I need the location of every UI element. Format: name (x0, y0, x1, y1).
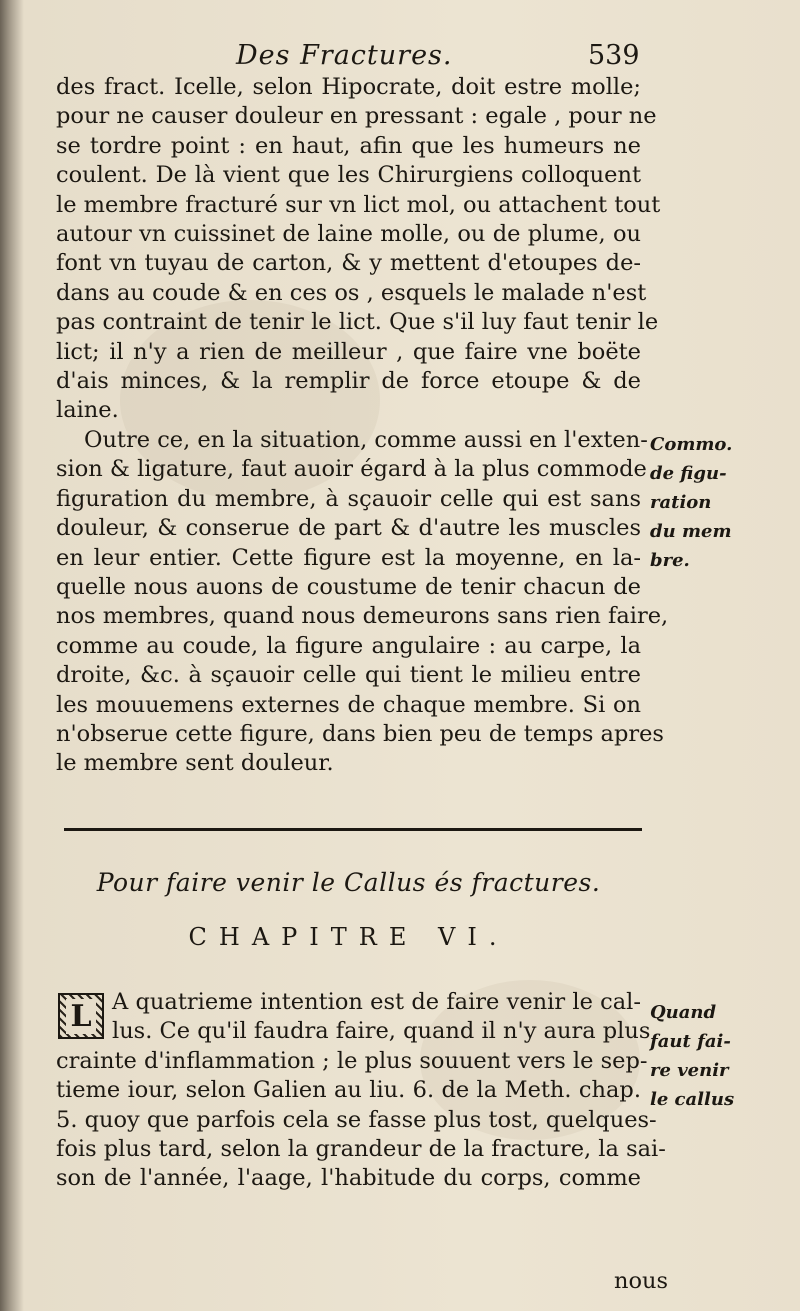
paragraph-1 (56, 73, 661, 426)
text-line: Outre ce, en la situation, comme aussi en l'exten- (84, 427, 648, 453)
margin-note-figuration (650, 430, 740, 575)
text-line: A quatrieme intention est de faire venir le cal- (112, 989, 641, 1015)
text-block (56, 0, 756, 1311)
margin-note-line: de figu- (650, 463, 727, 484)
paragraph-3 (56, 988, 666, 1194)
text-line: douleur, & conserue de part & d'autre les muscles (56, 515, 641, 542)
margin-note-line: faut fai- (650, 1031, 731, 1052)
text-line: le membre fracturé sur vn lict mol, ou attachent tout (56, 191, 661, 218)
text-line: tieme iour, selon Galien au liu. 6. de la Meth. chap. (56, 1077, 641, 1104)
text-line: le membre sent douleur. (56, 750, 334, 777)
catchword: nous (614, 1268, 669, 1294)
running-title: Des Fractures. (236, 40, 453, 71)
margin-note-callus (650, 998, 740, 1114)
text-line: se tordre point : en haut, afin que les humeurs ne (56, 132, 641, 159)
text-line: n'obserue cette figure, dans bien peu de temps apres (56, 720, 664, 747)
margin-note-line: bre. (650, 550, 690, 571)
section-divider (64, 828, 642, 831)
text-line: les mouuemens externes de chaque membre. Si on (56, 691, 641, 718)
text-line: des fract. Icelle, selon Hipocrate, doit estre molle; (56, 74, 641, 100)
margin-note-line: Commo. (650, 434, 733, 455)
text-line: autour vn cuissinet de laine molle, ou de plume, ou (56, 220, 641, 247)
text-line: nos membres, quand nous demeurons sans rien faire, (56, 603, 669, 630)
margin-note-line: ration (650, 492, 712, 513)
margin-note-line: Quand (650, 1002, 717, 1023)
page-number: 539 (588, 40, 640, 71)
text-line: comme au coude, la figure angulaire : au carpe, la (56, 632, 641, 659)
text-line: coulent. De là vient que les Chirurgiens colloquent (56, 162, 641, 189)
paragraph-2 (56, 426, 669, 779)
drop-capital-letter: L (66, 999, 95, 1034)
text-line: quelle nous auons de coustume de tenir chacun de (56, 573, 641, 600)
text-line: lict; il n'y a rien de meilleur , que faire vne boëte (56, 338, 641, 365)
margin-note-line: le callus (650, 1089, 735, 1110)
margin-note-line: re venir (650, 1060, 729, 1081)
text-line: laine. (56, 397, 119, 424)
chapter-heading: CHAPITRE VI. (188, 923, 509, 951)
text-line: pas contraint de tenir le lict. Que s'il luy faut tenir le (56, 309, 659, 336)
text-line: pour ne causer douleur en pressant : egale , pour ne (56, 103, 657, 130)
text-line: d'ais minces, & la remplir de force etoupe & de (56, 367, 641, 394)
margin-note-line: du mem (650, 521, 732, 542)
text-line: figuration du membre, à sçauoir celle qui est sans (56, 485, 641, 512)
running-header (56, 40, 640, 76)
text-line: dans au coude & en ces os , esquels le malade n'est (56, 279, 647, 306)
text-line: fois plus tard, selon la grandeur de la fracture, la sai- (56, 1135, 666, 1162)
text-line: en leur entier. Cette figure est la moyenne, en la- (56, 544, 641, 571)
text-line: sion & ligature, faut auoir égard à la plus commode (56, 456, 647, 483)
text-line: droite, &c. à sçauoir celle qui tient le milieu entre (56, 662, 641, 689)
text-line: lus. Ce qu'il faudra faire, quand il n'y aura plus (112, 1018, 651, 1045)
section-title: Pour faire venir le Callus és fractures. (96, 868, 601, 897)
text-line: font vn tuyau de carton, & y mettent d'etoupes de- (56, 250, 641, 277)
text-line: crainte d'inflammation ; le plus souuent vers le sep- (56, 1047, 648, 1074)
text-line: 5. quoy que parfois cela se fasse plus tost, quelques- (56, 1106, 657, 1133)
text-line: son de l'année, l'aage, l'habitude du corps, comme (56, 1165, 641, 1192)
